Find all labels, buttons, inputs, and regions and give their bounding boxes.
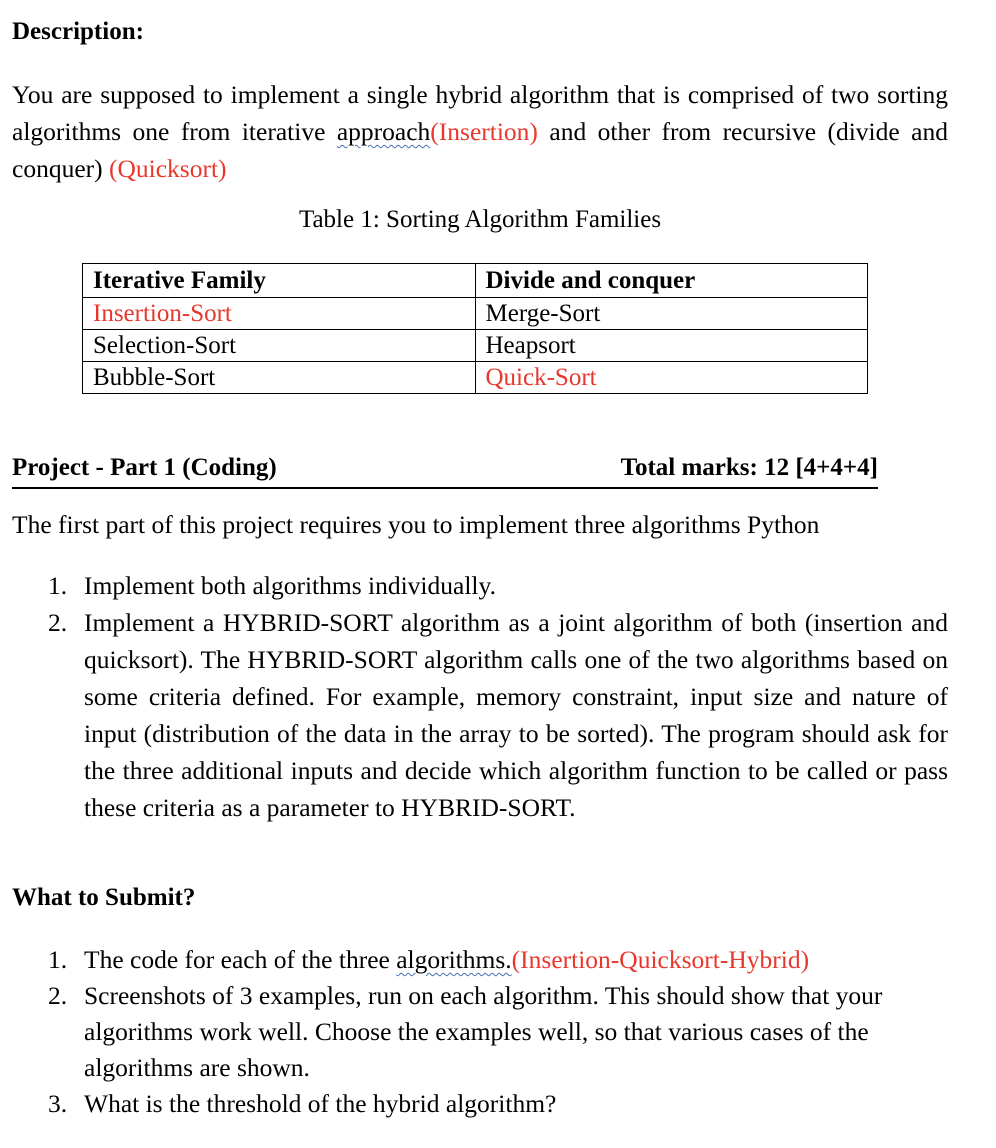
algorithm-families-table [82,263,868,394]
list-number: 2. [48,608,68,637]
project-heading [12,454,878,489]
list-item [48,1086,948,1122]
list-item [48,978,948,1086]
approach-word: approach [336,117,431,146]
table-cell: Merge-Sort [475,298,868,330]
table-cell: Heapsort [475,330,868,362]
list-number: 1. [48,945,68,974]
project-title: Project - Part 1 (Coding) [12,454,277,481]
description-text-2: and other from recursive (divide and conquer) [12,117,948,183]
table-cell: Insertion-Sort [83,298,476,330]
requirements-list [48,567,948,826]
hybrid-annotation: (Insertion-Quicksort-Hybrid) [511,945,810,974]
list-item-text: What is the threshold of the hybrid algorithm? [84,1089,557,1118]
list-number: 3. [48,1089,68,1118]
table-caption: Table 1: Sorting Algorithm Families [298,206,662,233]
table-header-divide-conquer: Divide and conquer [475,264,868,298]
algorithms-word: algorithms. [396,945,512,974]
list-number: 1. [48,571,68,600]
quicksort-annotation: (Quicksort) [109,154,227,183]
description-heading: Description: [12,18,144,45]
list-number: 2. [48,981,68,1010]
list-item-text: The code for each of the three [84,945,397,974]
table-row [83,362,868,394]
table-row [83,330,868,362]
description-text-1: You are supposed to implement a single hybrid algorithm that is comprised of two sorting algorithms one from iterative [12,80,948,146]
list-item-text: Implement both algorithms individually. [84,571,496,600]
project-intro: The first part of this project requires you to implement three algorithms Python [12,510,820,539]
table-cell: Quick-Sort [475,362,868,394]
table-header-row [83,264,868,298]
submit-list [48,942,948,1122]
list-item-text: Implement a HYBRID-SORT algorithm as a joint algorithm of both (insertion and quicksort). The HYBRID-SORT algorithm calls one of the two algorithms based on some criteria defined. For example, memory constraint, input size and nature of input (distribution of the data in the array to be sorted). The program should ask for the three additional inputs and decide which algorithm function to be called or pass these criteria as a parameter to HYBRID-SORT. [84,608,948,822]
list-item [48,567,948,604]
list-item [48,604,948,826]
description-paragraph [12,76,948,187]
table-header-iterative: Iterative Family [83,264,476,298]
list-item-text: Screenshots of 3 examples, run on each algorithm. This should show that your algorithms work well. Choose the examples well, so that various cases of the algorithms are shown. [84,981,883,1082]
insertion-annotation: (Insertion) [430,117,538,146]
table-cell: Bubble-Sort [83,362,476,394]
table-row [83,298,868,330]
submit-heading: What to Submit? [12,884,196,911]
list-item [48,942,948,978]
table-cell: Selection-Sort [83,330,476,362]
total-marks: Total marks: 12 [4+4+4] [620,454,878,481]
